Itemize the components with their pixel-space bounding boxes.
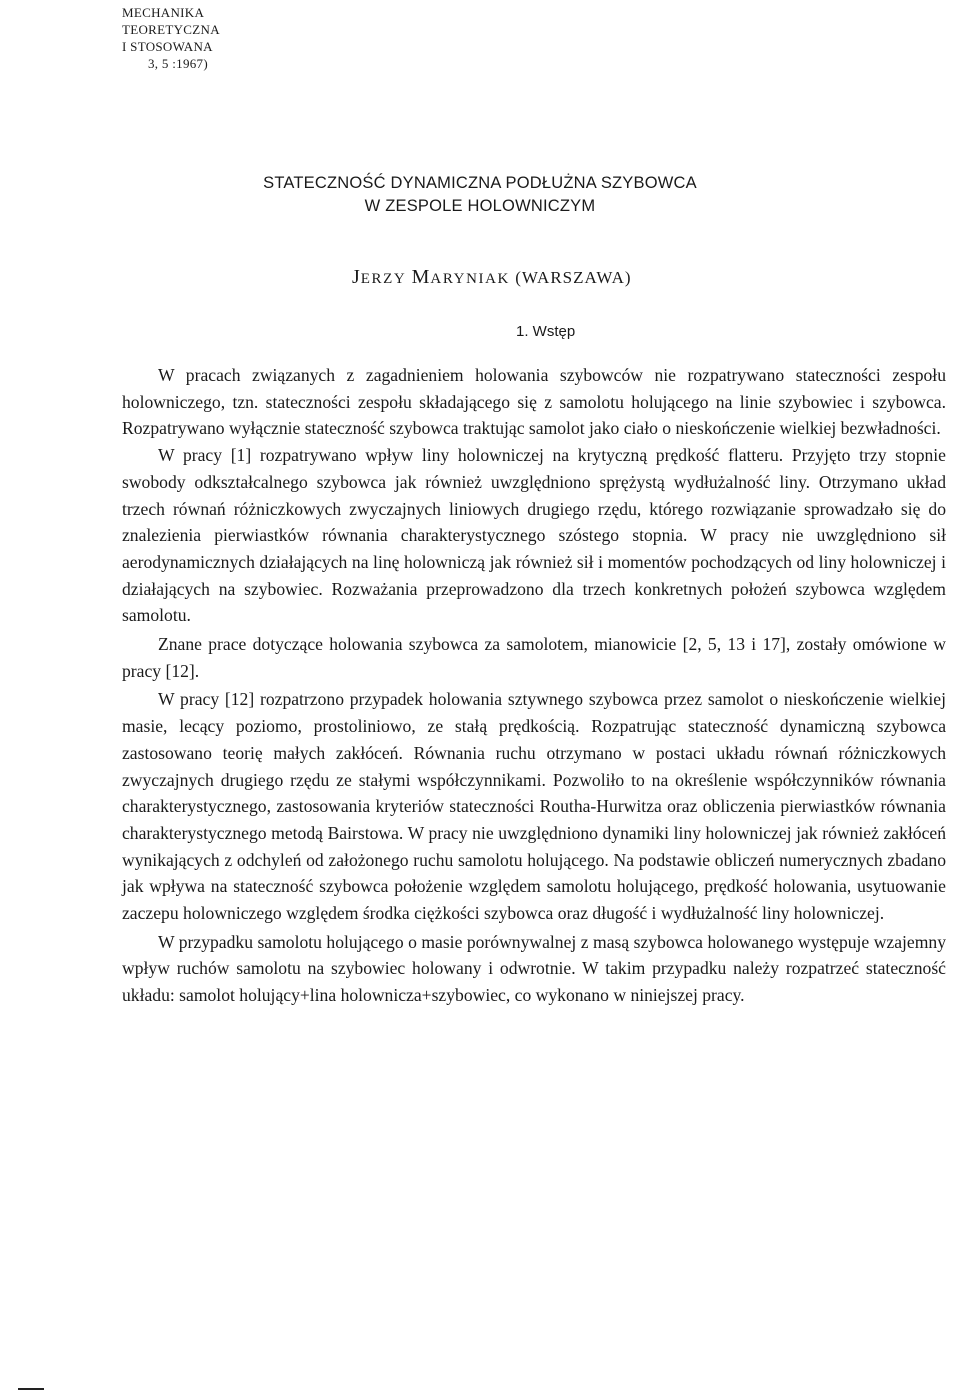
journal-name-line-3: I STOSOWANA bbox=[122, 39, 213, 54]
author-last-initial: M bbox=[411, 266, 431, 288]
author-first-rest: ERZY bbox=[360, 271, 407, 287]
journal-name-line-1: MECHANIKA bbox=[122, 5, 205, 20]
journal-issue: 3, 5 :1967) bbox=[148, 56, 208, 71]
author-line bbox=[352, 266, 632, 289]
paragraph: W przypadku samolotu holującego o masie porównywalnej z masą szybowca holowanego występuje wzajemny wpływ ruchów samolotu na szybowiec holowany i odwrotnie. W takim przypadku należy rozpatrzeć stateczność układu: samolot holujący+lina holownicza+szybowiec, co wykonano w niniejszej pracy. bbox=[122, 931, 946, 1006]
author-first-initial: J bbox=[352, 266, 361, 288]
journal-header bbox=[122, 4, 220, 72]
paragraph: Znane prace dotyczące holowania szybowca za samolotem, mianowicie [2, 5, 13 i 17], zostały omówione w pracy [12]. bbox=[122, 634, 946, 681]
article-title-line-1: STATECZNOŚĆ DYNAMICZNA PODŁUŻNA SZYBOWCA bbox=[263, 174, 697, 192]
paragraph: W pracach związanych z zagadnieniem holowania szybowców nie rozpatrywano stateczności zespołu holowniczego, tzn. stateczności zespołu składającego się z samolotu holującego na linie szybowiec i szybowca. Rozpatrywano wyłącznie stateczność szybowca traktując samolot jako ciało o nieskończenie wielkiej bezwładności. bbox=[122, 365, 946, 439]
author-affiliation: (WARSZAWA) bbox=[515, 268, 632, 287]
journal-name-line-2: TEORETYCZNA bbox=[122, 22, 220, 37]
section-heading: 1. Wstęp bbox=[516, 323, 576, 340]
body-text bbox=[122, 362, 946, 1009]
article-title-line-2: W ZESPOLE HOLOWNICZYM bbox=[364, 197, 596, 215]
paragraph: W pracy [1] rozpatrywano wpływ liny holowniczej na krytyczną prędkość flatteru. Przyjęto trzy stopnie swobody odkształcalnego szybowca jak również uwzględniono sprężystą wydłużalność liny. Otrzymano układ trzech równań różniczkowych zwyczajnych liniowych drugiego rzędu, którego rozwiązanie sprowadzało się do znalezienia pierwiastków równania charakterystycznego szóstego stopnia. W pracy nie uwzględniono sił aerodynamicznych działających na linę holowniczą jak również sił i momentów pochodzących od liny holowniczej i działających na szybowiec. Rozważania przeprowadzono dla trzech konkretnych położeń szybowca względem samolotu. bbox=[122, 445, 946, 626]
paragraph: W pracy [12] rozpatrzono przypadek holowania sztywnego szybowca przez samolot o nieskończenie wielkiej masie, lecący poziomo, prostoliniowo, ze stałą prędkością. Rozpatrując stateczność dynamiczną szybowca zastosowano teorię małych zakłóceń. Równania ruchu otrzymano w postaci układu równań różniczkowych zwyczajnych drugiego rzędu ze stałymi współczynnikami. Pozwoliło to na określenie współczynników równania charakterystycznego, zastosowania kryteriów stateczności Routha-Hurwitza oraz obliczenia pierwiastków równania charakterystycznego metodą Bairstowa. W pracy nie uwzględniono dynamiki liny holowniczej jak również zakłóceń wynikających z odchyleń od założonego ruchu samolotu holującego. Na podstawie obliczeń numerycznych zbadano jak wpływa na stateczność szybowca położenie względem samolotu holującego, prędkość holowania, usytuowanie zaczepu holowniczego względem środka ciężkości szybowca oraz długość i wydłużalność liny holowniczej. bbox=[122, 689, 946, 924]
author-last-rest: ARYNIAK bbox=[430, 271, 510, 287]
footer-rule bbox=[18, 1388, 44, 1390]
